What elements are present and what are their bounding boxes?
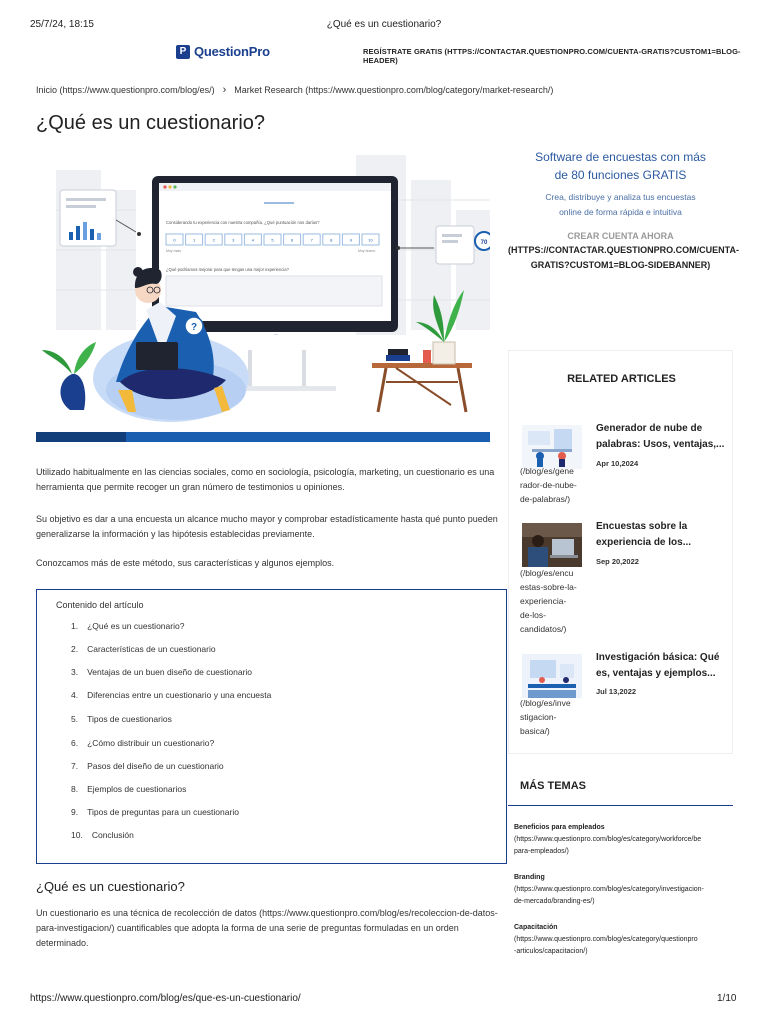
related-title-1[interactable]	[596, 421, 726, 453]
table-of-contents	[36, 589, 507, 864]
print-datetime: 25/7/24, 18:15	[30, 19, 94, 30]
toc-item-number: 9.	[71, 807, 79, 817]
more-topics-heading: MÁS TEMAS	[520, 780, 586, 792]
toc-item[interactable]	[71, 784, 186, 794]
related-url-1-line-2: rador-de-nube-	[520, 480, 577, 490]
rating-scale-label: 4	[251, 237, 255, 243]
rating-scale-label: 7	[310, 237, 313, 243]
hero-illustration	[36, 150, 490, 442]
print-page-title: ¿Qué es un cuestionario?	[326, 19, 442, 30]
more-topics-item-1-link-2: para-empleados/)	[514, 848, 569, 855]
questionpro-logo[interactable]	[176, 44, 270, 59]
toc-item-number: 6.	[71, 738, 79, 748]
related-title-2-line-2: experiencia de los...	[596, 537, 692, 548]
print-page-number: 1/10	[717, 993, 737, 1004]
promo-link-line-1[interactable]: (HTTPS://CONTACTAR.QUESTIONPRO.COM/CUENTA-	[508, 245, 739, 255]
toc-item[interactable]	[71, 738, 214, 748]
more-topics-item-1-title: Beneficios para empleados	[514, 824, 605, 831]
related-title-1-line-1: Generador de nube de	[596, 423, 703, 434]
hero-svg	[36, 150, 490, 442]
rating-scale-label: 1	[192, 237, 196, 243]
more-topics-item-3-link-2: -articulos/capacitacion/)	[514, 948, 588, 955]
toc-item-label: ¿Qué es un cuestionario?	[87, 621, 185, 631]
toc-item-number: 4.	[71, 690, 79, 700]
toc-item-label: Diferencias entre un cuestionario y una encuesta	[87, 690, 272, 700]
more-topics-item-2-link-2: de-mercado/branding-es/)	[514, 898, 595, 905]
logo-mark-icon: P	[176, 45, 190, 59]
rating-scale-label: 8	[330, 237, 333, 243]
toc-item-label: Ventajas de un buen diseño de cuestionario	[87, 667, 253, 677]
related-title-2[interactable]	[596, 519, 726, 551]
related-url-2-line-4: de-los-	[520, 610, 546, 620]
toc-item[interactable]	[71, 830, 134, 840]
hero-question-2: ¿Qué podríamos mejorar para que tengas una mejor experiencia?	[166, 267, 289, 272]
section-paragraph: Un cuestionario es una técnica de recolección de datos (https://www.questionpro.com/blog/es/recoleccion-de-datos-para-investigacion/) cuantificables que adopta la forma de una serie de preguntas formuladas en un orden determinado.	[36, 908, 498, 948]
more-topics-item-1[interactable]	[514, 822, 736, 858]
promo-subtitle-line-2: online de forma rápida e intuitiva	[559, 207, 682, 217]
related-url-2-line-1: (/blog/es/encu	[520, 568, 574, 578]
toc-item-number: 3.	[71, 667, 79, 677]
related-title-3-line-1: Investigación básica: Qué	[596, 652, 720, 663]
toc-item[interactable]	[71, 807, 239, 817]
promo-subtitle-line-1: Crea, distribuye y analiza tus encuestas	[545, 192, 696, 202]
toc-item-label: Tipos de preguntas para un cuestionario	[87, 807, 239, 817]
more-topics-divider	[508, 805, 733, 806]
toc-item-number: 2.	[71, 644, 79, 654]
page-title: ¿Qué es un cuestionario?	[36, 112, 266, 134]
chevron-right-icon: ›	[222, 84, 227, 96]
toc-item-number: 8.	[71, 784, 79, 794]
related-url-2[interactable]	[520, 566, 586, 636]
toc-item[interactable]	[71, 714, 172, 724]
toc-item-number: 1.	[71, 621, 79, 631]
toc-item-label: Conclusión	[91, 830, 134, 840]
rating-scale-label: 6	[290, 237, 294, 243]
related-title-3[interactable]	[596, 650, 726, 682]
more-topics-item-2-link-1: (https://www.questionpro.com/blog/es/category/investigacion-	[514, 886, 704, 893]
more-topics-item-3-link-1: (https://www.questionpro.com/blog/es/category/questionpro	[514, 936, 698, 943]
promo-headline-line-1: Software de encuestas con más	[535, 150, 706, 164]
more-topics-item-3-title: Capacitación	[514, 924, 558, 931]
promo-link-line-2[interactable]: GRATIS?CUSTOM1=BLOG-SIDEBANNER)	[530, 260, 711, 270]
breadcrumb-home-link[interactable]: Inicio (https://www.questionpro.com/blog/es/)	[36, 85, 215, 95]
hero-scale-low: Muy malo	[166, 249, 182, 253]
rating-scale-label: 2	[212, 237, 215, 243]
breadcrumb-category-link[interactable]: Market Research (https://www.questionpro.com/blog/category/market-research/)	[234, 85, 554, 95]
related-url-3-line-3: basica/)	[520, 726, 550, 736]
toc-title: Contenido del artículo	[56, 600, 144, 610]
related-url-3-line-2: stigacion-	[520, 712, 557, 722]
register-free-link[interactable]: REGÍSTRATE GRATIS (HTTPS://CONTACTAR.QUESTIONPRO.COM/CUENTA-GRATIS?CUSTOM1=BLOG-HEADER)	[363, 47, 741, 65]
related-articles-heading: RELATED ARTICLES	[567, 373, 676, 385]
related-url-1-line-3: de-palabras/)	[520, 494, 571, 504]
section-title: ¿Qué es un cuestionario?	[36, 879, 185, 894]
create-account-button[interactable]: CREAR CUENTA AHORA	[567, 231, 674, 241]
related-date-1: Apr 10,2024	[596, 459, 639, 468]
related-url-2-line-2: estas-sobre-la-	[520, 582, 577, 592]
related-url-2-line-3: experiencia-	[520, 596, 567, 606]
more-topics-item-2[interactable]	[514, 872, 736, 908]
rating-scale-label: 10	[368, 237, 373, 243]
toc-item-number: 5.	[71, 714, 79, 724]
toc-item-label: Pasos del diseño de un cuestionario	[87, 761, 224, 771]
related-date-2: Sep 20,2022	[596, 557, 639, 566]
hero-question-1: Considerando tu experiencia con nuestra compañía, ¿Qué puntuación nos darías?	[166, 220, 320, 225]
hero-scale-high: Muy bueno	[358, 249, 376, 253]
logo-text: QuestionPro	[194, 44, 270, 59]
intro-paragraph-2: Su objetivo es dar a una encuesta un alcance mucho mayor y comprobar estadísticamente hasta qué punto pueden generalizarse la información y las hipótesis establecidas previamente.	[36, 514, 498, 539]
toc-item-label: Tipos de cuestionarios	[87, 714, 172, 724]
related-articles	[508, 350, 733, 754]
rating-scale-label: 9	[349, 237, 353, 243]
related-title-2-line-1: Encuestas sobre la	[596, 521, 688, 532]
toc-item[interactable]	[71, 761, 224, 771]
more-topics-item-1-link-1: (https://www.questionpro.com/blog/es/category/workforce/be	[514, 836, 702, 843]
related-date-3: Jul 13,2022	[596, 687, 637, 696]
toc-item[interactable]	[71, 621, 184, 631]
toc-item[interactable]	[71, 667, 252, 677]
breadcrumb	[36, 84, 553, 96]
toc-item[interactable]	[71, 690, 271, 700]
toc-item[interactable]	[71, 644, 216, 654]
related-url-3[interactable]	[520, 696, 586, 738]
related-url-2-line-5: candidatos/)	[520, 624, 567, 634]
toc-item-number: 10.	[71, 830, 83, 840]
promo-headline-line-2: de 80 funciones GRATIS	[554, 168, 687, 182]
intro-paragraph-3: Conozcamos más de este método, sus características y algunos ejemplos.	[36, 558, 335, 568]
related-title-1-line-2: palabras: Usos, ventajas,...	[596, 439, 725, 450]
related-title-3-line-2: es, ventajas y ejemplos...	[596, 668, 716, 679]
rating-scale-label: 3	[232, 237, 235, 243]
toc-item-label: Ejemplos de cuestionarios	[87, 784, 187, 794]
toc-item-label: ¿Cómo distribuir un cuestionario?	[87, 738, 215, 748]
more-topics-item-3[interactable]	[514, 922, 736, 958]
rating-scale-label: 0	[173, 237, 176, 243]
related-thumbnail-1[interactable]	[522, 425, 582, 469]
related-url-1-line-1: (/blog/es/gene	[520, 466, 574, 476]
sidebar-promo	[508, 148, 739, 273]
rating-scale-label: 5	[271, 237, 274, 243]
more-topics-item-2-title: Branding	[514, 874, 545, 881]
print-footer-url: https://www.questionpro.com/blog/es/que-es-un-cuestionario/	[30, 993, 301, 1004]
intro-paragraph-1: Utilizado habitualmente en las ciencias sociales, como en sociología, psicología, marketing, un cuestionario es una herramienta que permite recoger un gran número de testimonios u opiniones.	[36, 467, 495, 492]
related-url-1[interactable]	[520, 464, 586, 506]
related-url-3-line-1: (/blog/es/inve	[520, 698, 571, 708]
svg-text:?: ?	[190, 322, 198, 333]
related-thumbnail-2[interactable]	[522, 523, 582, 567]
hero-score: 70	[480, 240, 488, 246]
related-thumbnail-3[interactable]	[522, 654, 582, 698]
toc-item-number: 7.	[71, 761, 79, 771]
toc-item-label: Características de un cuestionario	[87, 644, 216, 654]
